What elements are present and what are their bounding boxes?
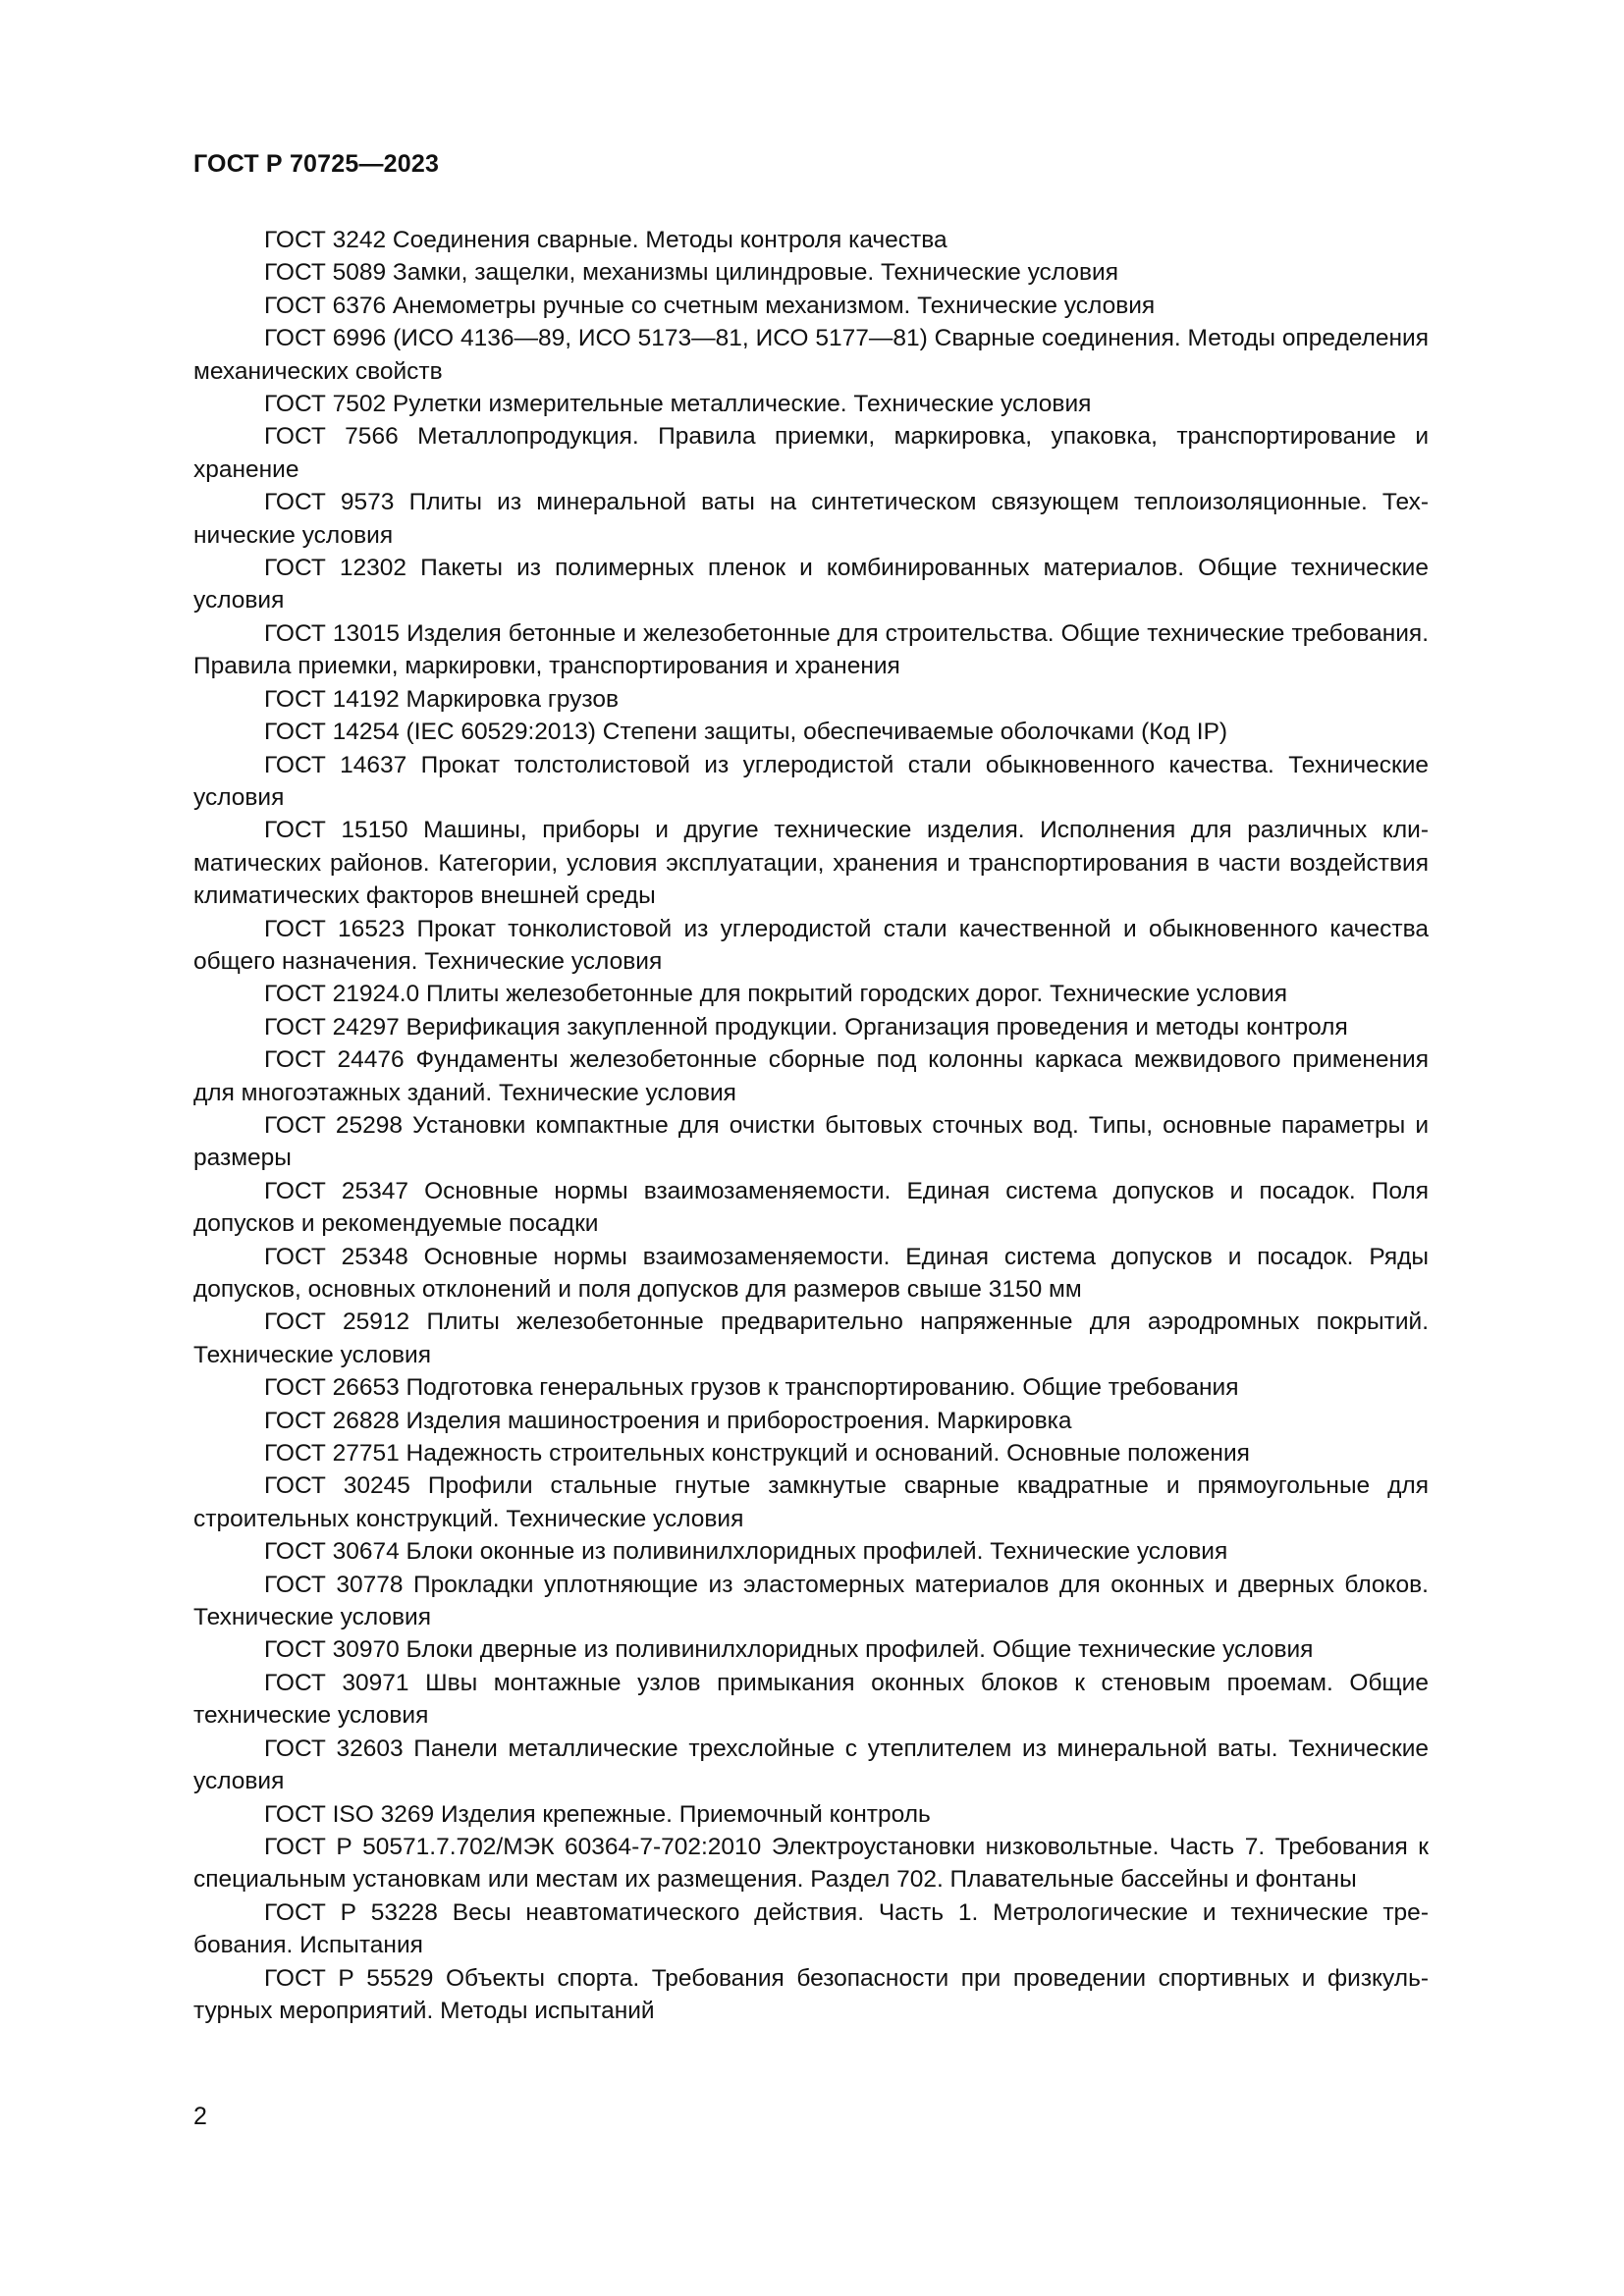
reference-code: ГОСТ 25298 <box>264 1111 403 1139</box>
reference-item <box>193 388 1429 420</box>
reference-title: Металлопродукция. Правила приемки, маркировка, упаковка, транспортирование и хранение <box>193 423 1430 483</box>
reference-item <box>193 1798 1429 1831</box>
reference-item <box>193 1535 1429 1568</box>
reference-item <box>193 814 1429 912</box>
reference-code: ГОСТ 14192 <box>264 685 400 713</box>
reference-title: Основные нормы взаимозаменяемости. Единая система допусков и посадок. Поля допусков и рекомендуемые посадки <box>193 1177 1429 1238</box>
reference-title: Плиты из минеральной ваты на синтетическом связующем теплоизоляционные. Технические условия <box>193 489 1429 549</box>
reference-title: Маркировка грузов <box>406 685 619 713</box>
reference-title: Основные нормы взаимозаменяемости. Единая система допусков и посадок. Ряды допусков, основных отклонений и поля допусков для размеров свыше 3150 мм <box>193 1243 1430 1303</box>
reference-item <box>193 1306 1429 1371</box>
reference-title: Машины, приборы и другие технические изделия. Исполнения для различных климатических районов. Категории, условия эксплуатации, хранения и транспортирования в части воздействия климатических факторов внешней среды <box>193 817 1430 910</box>
reference-title: Панели металлические трехслойные с утеплителем из минеральной ваты. Технические условия <box>193 1735 1430 1795</box>
reference-title: Плиты железобетонные для покрытий городских дорог. Технические условия <box>425 981 1288 1008</box>
reference-code: ГОСТ 25912 <box>264 1308 410 1336</box>
reference-code: ГОСТ 24476 <box>264 1046 405 1074</box>
reference-item <box>193 1011 1429 1043</box>
reference-item <box>193 1405 1429 1437</box>
reference-title: Замки, защелки, механизмы цилиндровые. Технические условия <box>392 259 1118 287</box>
reference-title: Весы неавтоматического действия. Часть 1. Метрологические и технические требования. Испытания <box>193 1898 1429 1959</box>
reference-title: Плиты железобетонные предварительно напряженные для аэродромных покрытий. Технические условия <box>193 1308 1430 1368</box>
reference-code: ГОСТ 21924.0 <box>264 981 420 1008</box>
page-header-standard: ГОСТ Р 70725—2023 <box>193 150 440 178</box>
reference-code: ГОСТ 30971 <box>264 1669 409 1696</box>
reference-item <box>193 1733 1429 1798</box>
reference-code: ГОСТ Р 55529 <box>264 1964 434 1992</box>
reference-code: ГОСТ 32603 <box>264 1735 404 1762</box>
reference-code: ГОСТ 30970 <box>264 1636 400 1664</box>
reference-code: ГОСТ 26653 <box>264 1374 400 1402</box>
reference-item <box>193 683 1429 716</box>
reference-item <box>193 1569 1429 1634</box>
reference-item <box>193 1896 1429 1962</box>
reference-code: ГОСТ 16523 <box>264 915 406 942</box>
reference-title: Швы монтажные узлов примыкания оконных блоков к стеновым проемам. Общие технические условия <box>193 1669 1429 1730</box>
reference-title: Изделия бетонные и железобетонные для строительства. Общие технические требования. Правила приемки, маркировки, транспортирования и хранения <box>193 619 1430 680</box>
reference-code: ГОСТ 12302 <box>264 555 407 582</box>
reference-title: Подготовка генеральных грузов к транспортированию. Общие требования <box>406 1374 1239 1402</box>
reference-title: Изделия крепежные. Приемочный контроль <box>440 1800 931 1828</box>
normative-references-list <box>193 224 1429 2027</box>
reference-item <box>193 1962 1429 2028</box>
reference-item <box>193 486 1429 552</box>
reference-item <box>193 978 1429 1010</box>
reference-item <box>193 290 1429 322</box>
reference-code: ГОСТ 26828 <box>264 1407 400 1434</box>
reference-item <box>193 420 1429 486</box>
reference-code: ГОСТ 5089 <box>264 259 387 287</box>
reference-title: Блоки дверные из поливинилхлоридных профилей. Общие технические условия <box>406 1636 1314 1664</box>
reference-item <box>193 224 1429 256</box>
reference-title: Фундаменты железобетонные сборные под колонны каркаса межвидового применения для многоэтажных зданий. Технические условия <box>193 1046 1429 1106</box>
reference-title: Степени защиты, обеспечиваемые оболочками (Код IP) <box>602 719 1228 746</box>
reference-item <box>193 716 1429 748</box>
reference-title: Изделия машиностроения и приборостроения. Маркировка <box>406 1407 1072 1434</box>
reference-code: ГОСТ 24297 <box>264 1013 400 1041</box>
reference-code: ГОСТ 30674 <box>264 1538 400 1566</box>
reference-code: ГОСТ Р 50571.7.702/МЭК 60364-7-702:2010 <box>264 1833 762 1860</box>
reference-item <box>193 749 1429 815</box>
reference-code: ГОСТ 25347 <box>264 1177 408 1204</box>
reference-code: ГОСТ 7566 <box>264 423 399 451</box>
reference-title: Прокат тонколистовой из углеродистой стали качественной и обыкновенного качества общего назначения. Технические условия <box>193 915 1430 975</box>
reference-item <box>193 1831 1429 1896</box>
reference-item <box>193 617 1429 683</box>
reference-code: ГОСТ Р 53228 <box>264 1898 438 1926</box>
reference-item <box>193 322 1429 388</box>
reference-code: ГОСТ 15150 <box>264 817 408 844</box>
reference-item <box>193 1437 1429 1469</box>
reference-code: ГОСТ 6376 <box>264 292 387 319</box>
reference-item <box>193 1371 1429 1404</box>
reference-title: Соединения сварные. Методы контроля качества <box>392 227 947 253</box>
reference-code: ГОСТ 9573 <box>264 489 395 516</box>
reference-title: Анемометры ручные со счетным механизмом. Технические условия <box>392 292 1156 319</box>
reference-item <box>193 1109 1429 1175</box>
reference-title: Прокат толстолистовой из углеродистой стали обыкновенного качества. Технические условия <box>193 751 1430 811</box>
reference-item <box>193 1043 1429 1109</box>
reference-title: Пакеты из полимерных пленок и комбинированных материалов. Общие технические условия <box>193 555 1429 614</box>
reference-title: Электроустановки низковольтные. Часть 7. Требования к специальным установкам или местам их размещения. Раздел 702. Плавательные бассейны и фонтаны <box>193 1833 1429 1894</box>
reference-code: ГОСТ 25348 <box>264 1243 408 1270</box>
reference-item <box>193 256 1429 289</box>
reference-title: Рулетки измерительные металлические. Технические условия <box>392 391 1092 418</box>
reference-code: ГОСТ 3242 <box>264 227 387 253</box>
reference-title: Надежность строительных конструкций и оснований. Основные положения <box>406 1440 1250 1468</box>
reference-title: Установки компактные для очистки бытовых сточных вод. Типы, основные параметры и размеры <box>193 1111 1430 1172</box>
reference-item <box>193 1667 1429 1733</box>
reference-code: ГОСТ 30245 <box>264 1472 410 1500</box>
reference-code: ГОСТ 14254 (IEC 60529:2013) <box>264 719 596 746</box>
reference-item <box>193 1175 1429 1241</box>
reference-item <box>193 552 1429 617</box>
reference-title: Прокладки уплотняющие из эластомерных материалов для оконных и дверных блоков. Технические условия <box>193 1571 1429 1631</box>
reference-title: Блоки оконные из поливинилхлоридных профилей. Технические условия <box>406 1538 1228 1566</box>
reference-code: ГОСТ ISO 3269 <box>264 1800 435 1828</box>
reference-title: Объекты спорта. Требования безопасности при проведении спортивных и физкультурных мероприятий. Методы испытаний <box>193 1964 1429 2024</box>
reference-code: ГОСТ 6996 (ИСО 4136—89, ИСО 5173—81, ИСО 5177—81) <box>264 325 928 352</box>
reference-item <box>193 1633 1429 1666</box>
reference-code: ГОСТ 7502 <box>264 391 387 418</box>
reference-code: ГОСТ 30778 <box>264 1571 404 1598</box>
page-number: 2 <box>193 2103 207 2130</box>
reference-code: ГОСТ 14637 <box>264 751 407 778</box>
reference-code: ГОСТ 13015 <box>264 619 400 647</box>
reference-title: Верификация закупленной продукции. Организация проведения и методы контроля <box>406 1013 1348 1041</box>
reference-title: Сварные соединения. Методы определения механических свойств <box>193 325 1429 385</box>
reference-code: ГОСТ 27751 <box>264 1440 400 1468</box>
reference-item <box>193 1241 1429 1307</box>
reference-title: Профили стальные гнутые замкнутые сварные квадратные и прямоугольные для строительных конструкций. Технические условия <box>193 1472 1429 1532</box>
reference-item <box>193 1469 1429 1535</box>
reference-item <box>193 913 1429 979</box>
